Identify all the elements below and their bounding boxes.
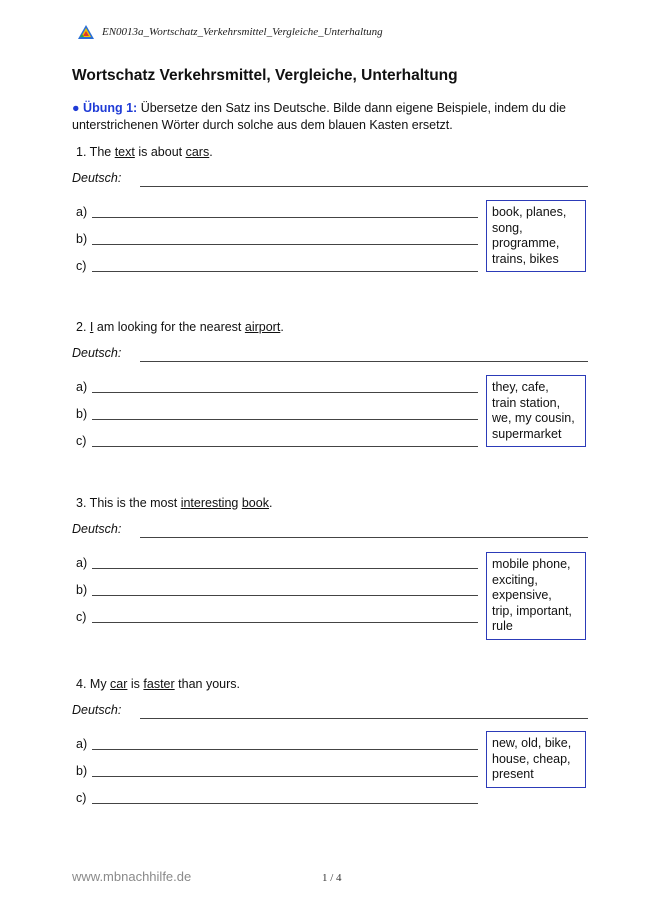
word-bank-line: trip, important,: [492, 603, 572, 618]
example-row-label: c): [76, 610, 87, 624]
exercise-4: [0, 677, 645, 847]
exercise-2: [0, 320, 645, 490]
exercise-sentence: [76, 496, 272, 510]
exercise-1: [0, 145, 645, 315]
exercise-number: 3.: [76, 496, 87, 510]
underlined-word: interesting: [180, 496, 239, 510]
word-bank-box: [486, 552, 586, 640]
example-row-label: a): [76, 556, 88, 570]
word-bank-line: book, planes,: [492, 205, 567, 219]
example-row-label: a): [76, 380, 88, 394]
sentence-text: .: [209, 145, 213, 159]
example-row-label: b): [76, 764, 88, 778]
translation-answer-line[interactable]: [140, 186, 588, 187]
sentence-text: This is the most: [86, 496, 181, 510]
deutsch-label: Deutsch:: [72, 703, 122, 717]
bullet-icon: ●: [72, 101, 80, 115]
example-answer-line[interactable]: [92, 595, 478, 596]
exercise-3: [0, 496, 645, 666]
example-row-label: a): [76, 737, 88, 751]
deutsch-label: Deutsch:: [72, 171, 122, 185]
word-bank-line: programme,: [492, 236, 560, 250]
word-bank-line: new, old, bike,: [492, 736, 572, 750]
exercise-sentence: [76, 677, 240, 691]
word-bank-line: exciting,: [492, 572, 538, 587]
exercise-number: 2.: [76, 320, 87, 334]
example-answer-line[interactable]: [92, 392, 478, 393]
example-answer-line[interactable]: [92, 446, 478, 447]
example-row-label: b): [76, 407, 88, 421]
sentence-text: than yours.: [174, 677, 240, 691]
word-bank-line: mobile phone,: [492, 557, 571, 571]
translation-answer-line[interactable]: [140, 361, 588, 362]
sentence-text: My: [86, 677, 111, 691]
word-bank-line: house, cheap,: [492, 751, 571, 766]
word-bank-line: supermarket: [492, 426, 562, 441]
example-row-label: c): [76, 259, 87, 273]
example-answer-line[interactable]: [92, 568, 478, 569]
underlined-word: car: [110, 677, 128, 691]
example-answer-line[interactable]: [92, 271, 478, 272]
exercise-instruction: [72, 100, 592, 134]
word-bank-line: train station,: [492, 395, 561, 410]
example-answer-line[interactable]: [92, 749, 478, 750]
example-answer-line[interactable]: [92, 776, 478, 777]
triangle-logo-icon: [78, 25, 94, 39]
word-bank-box: [486, 731, 586, 788]
word-bank-line: rule: [492, 619, 513, 633]
example-answer-line[interactable]: [92, 622, 478, 623]
example-row-label: c): [76, 791, 87, 805]
word-bank-line: we, my cousin,: [492, 411, 575, 425]
word-bank-line: trains, bikes: [492, 251, 559, 266]
underlined-word: I: [89, 320, 94, 334]
instruction-text: Übersetze den Satz ins Deutsche. Bilde dann eigene Beispiele, indem du die unterstrichenen Wörter durch solche aus dem blauen Kasten ersetzt.: [72, 101, 566, 132]
word-bank-line: expensive,: [492, 588, 552, 602]
footer-website: www.mbnachhilfe.de: [72, 869, 192, 884]
example-row-label: c): [76, 434, 87, 448]
exercise-number: 4.: [76, 677, 87, 691]
exercise-sentence: [76, 145, 213, 159]
underlined-word: airport: [244, 320, 281, 334]
sentence-text: is about: [134, 145, 186, 159]
word-bank-line: song,: [492, 220, 523, 235]
word-bank-box: [486, 200, 586, 272]
footer-page-number: 1 / 4: [322, 872, 342, 884]
underlined-word: cars: [185, 145, 210, 159]
sentence-text: am looking for the nearest: [93, 320, 245, 334]
page-title: Wortschatz Verkehrsmittel, Vergleiche, Unterhaltung: [72, 67, 458, 84]
word-bank-box: [486, 375, 586, 447]
example-answer-line[interactable]: [92, 419, 478, 420]
example-answer-line[interactable]: [92, 217, 478, 218]
example-answer-line[interactable]: [92, 803, 478, 804]
sentence-text: .: [268, 496, 273, 510]
underlined-word: book: [241, 496, 269, 510]
example-row-label: a): [76, 205, 88, 219]
sentence-text: The: [86, 145, 115, 159]
sentence-text: is: [127, 677, 144, 691]
sentence-text: .: [280, 320, 284, 334]
page-header: [78, 24, 383, 40]
instruction-label: Übung 1:: [83, 101, 138, 115]
word-bank-line: they, cafe,: [492, 380, 549, 394]
header-filename: EN0013a_Wortschatz_Verkehrsmittel_Vergleiche_Unterhaltung: [102, 26, 383, 38]
word-bank-line: present: [492, 767, 534, 781]
underlined-word: faster: [143, 677, 175, 691]
example-answer-line[interactable]: [92, 244, 478, 245]
translation-answer-line[interactable]: [140, 537, 588, 538]
translation-answer-line[interactable]: [140, 718, 588, 719]
exercise-sentence: [76, 320, 284, 334]
example-row-label: b): [76, 583, 88, 597]
underlined-word: text: [114, 145, 135, 159]
example-row-label: b): [76, 232, 88, 246]
deutsch-label: Deutsch:: [72, 522, 122, 536]
exercise-number: 1.: [76, 145, 87, 159]
deutsch-label: Deutsch:: [72, 346, 122, 360]
